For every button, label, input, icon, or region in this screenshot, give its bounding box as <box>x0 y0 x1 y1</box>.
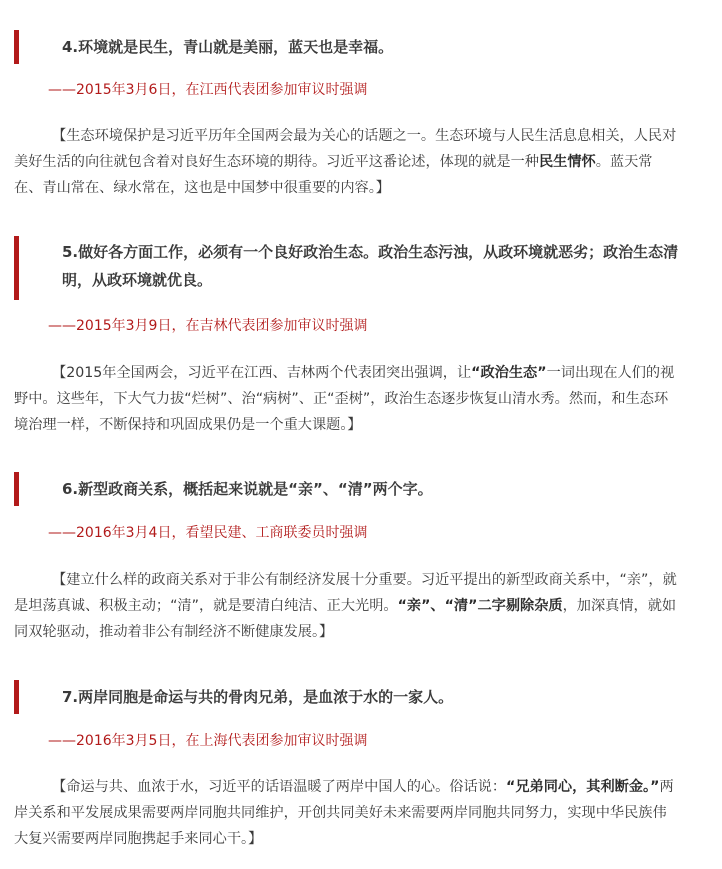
body-text-part: 一词出现在人们的视野中。这些年，下大气力拔“烂树”、治“病树”、正“歪树”，政治生态逐步恢复山清水秀。然而，和生态环境治理一样，不断保持和巩固成果仍是一个重大课题。】 <box>14 365 675 433</box>
body-text-part: 【生态环境保护是习近平历年全国两会最为关心的话题之一。生态环境与人民生活息息相关，人民对美好生活的向往就包含着对良好生态环境的期待。习近平这番论述，体现的就是一种 <box>14 128 677 170</box>
body-emphasis: “政治生态” <box>471 365 547 381</box>
section-body <box>14 360 680 438</box>
heading-accent-bar <box>14 236 19 300</box>
body-text-part: 两岸关系和平发展成果需要两岸同胞共同维护，开创共同美好未来需要两岸同胞共同努力，实现中华民族伟大复兴需要两岸同胞携起手来同心干。】 <box>14 779 674 847</box>
section-source: ——2015年3月9日，在吉林代表团参加审议时强调 <box>48 318 368 334</box>
heading-accent-bar <box>14 680 19 714</box>
body-text-part: 【2015年全国两会，习近平在江西、吉林两个代表团突出强调，让 <box>52 365 472 381</box>
section-source: ——2016年3月4日，看望民建、工商联委员时强调 <box>48 525 368 541</box>
section-4 <box>0 30 722 61</box>
section-body <box>14 567 680 645</box>
section-source: ——2015年3月6日，在江西代表团参加审议时强调 <box>48 82 368 98</box>
section-title: 4.环境就是民生，青山就是美丽，蓝天也是幸福。 <box>62 38 394 56</box>
body-text-part: 【命运与共、血浓于水，习近平的话语温暖了两岸中国人的心。俗话说： <box>52 779 507 795</box>
section-source: ——2016年3月5日，在上海代表团参加审议时强调 <box>48 733 368 749</box>
body-text-part: 。蓝天常在、青山常在、绿水常在，这也是中国梦中很重要的内容。】 <box>14 154 653 196</box>
body-emphasis: “亲”、“清”二字剔除杂质 <box>397 598 563 614</box>
body-text-part: 【建立什么样的政商关系对于非公有制经济发展十分重要。习近平提出的新型政商关系中，“亲”，就是坦荡真诚、积极主动；“清”，就是要清白纯洁、正大光明。 <box>14 572 677 614</box>
section-heading <box>0 30 722 61</box>
section-6 <box>0 472 722 503</box>
section-body <box>14 123 680 201</box>
section-title: 7.两岸同胞是命运与共的骨肉兄弟，是血浓于水的一家人。 <box>62 688 454 706</box>
section-heading <box>0 680 722 711</box>
heading-accent-bar <box>14 30 19 64</box>
section-title: 6.新型政商关系，概括起来说就是“亲”、“清”两个字。 <box>62 480 433 498</box>
section-7 <box>0 680 722 711</box>
heading-accent-bar <box>14 472 19 506</box>
section-title: 5.做好各方面工作，必须有一个良好政治生态。政治生态污浊，从政环境就恶劣；政治生态清明，从政环境就优良。 <box>62 243 679 289</box>
body-emphasis: 民生情怀 <box>538 154 596 170</box>
section-heading <box>0 472 722 503</box>
body-text-part: ，加深真情，就如同双轮驱动，推动着非公有制经济不断健康发展。】 <box>14 598 677 640</box>
section-body <box>14 774 680 852</box>
section-heading <box>0 236 722 294</box>
section-5 <box>0 236 722 294</box>
body-emphasis: “兄弟同心，其利断金。” <box>506 779 660 795</box>
